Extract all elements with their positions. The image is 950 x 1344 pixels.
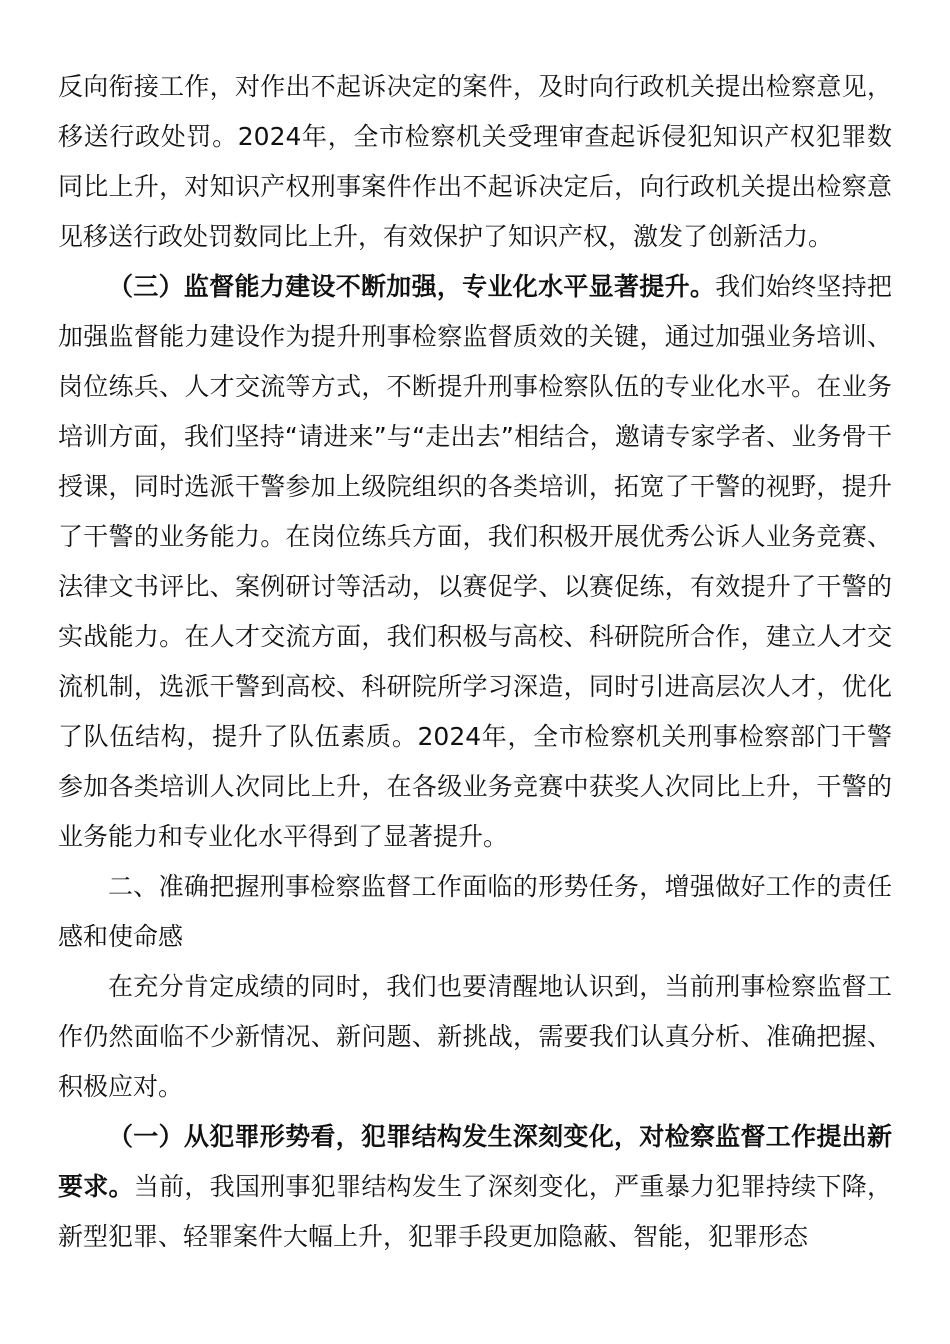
paragraph-section-1 [58,1112,892,1262]
paragraph-part-2-heading [58,862,892,962]
paragraph-text: 我们始终坚持把加强监督能力建设作为提升刑事检察监督质效的关键，通过加强业务培训、岗位练兵、人才交流等方式，不断提升刑事检察队伍的专业化水平。在业务培训方面，我们坚持“请进来”与“走出去”相结合，邀请专家学者、业务骨干授课，同时选派干警参加上级院组织的各类培训，拓宽了干警的视野，提升了干警的业务能力。在岗位练兵方面，我们积极开展优秀公诉人业务竞赛、法律文书评比、案例研讨等活动，以赛促学、以赛促练，有效提升了干警的实战能力。在人才交流方面，我们积极与高校、科研院所合作，建立人才交流机制，选派干警到高校、科研院所学习深造，同时引进高层次人才，优化了队伍结构，提升了队伍素质。2024年，全市检察机关刑事检察部门干警参加各类培训人次同比上升，在各级业务竞赛中获奖人次同比上升，干警的业务能力和专业化水平得到了显著提升。 [58,272,892,851]
paragraph-intro [58,962,892,1112]
paragraph-text: 当前，我国刑事犯罪结构发生了深刻变化，严重暴力犯罪持续下降，新型犯罪、轻罪案件大幅上升，犯罪手段更加隐蔽、智能，犯罪形态 [58,1172,892,1251]
paragraph-heading: （一）从犯罪形势看，犯罪结构发生深刻变化，对检察监督工作提出新要求。 [58,1122,892,1201]
paragraph-text: 反向衔接工作，对作出不起诉决定的案件，及时向行政机关提出检察意见，移送行政处罚。2024年，全市检察机关受理审查起诉侵犯知识产权犯罪数同比上升，对知识产权刑事案件作出不起诉决定后，向行政机关提出检察意见移送行政处罚数同比上升，有效保护了知识产权，激发了创新活力。 [58,72,892,251]
paragraph-text: 在充分肯定成绩的同时，我们也要清醒地认识到，当前刑事检察监督工作仍然面临不少新情况、新问题、新挑战，需要我们认真分析、准确把握、积极应对。 [58,972,892,1101]
paragraph-section-3 [58,262,892,862]
document-page [58,62,892,1262]
paragraph-continuation [58,62,892,262]
paragraph-heading: （三）监督能力建设不断加强，专业化水平显著提升。 [108,272,716,301]
paragraph-text: 二、准确把握刑事检察监督工作面临的形势任务，增强做好工作的责任感和使命感 [58,872,892,951]
